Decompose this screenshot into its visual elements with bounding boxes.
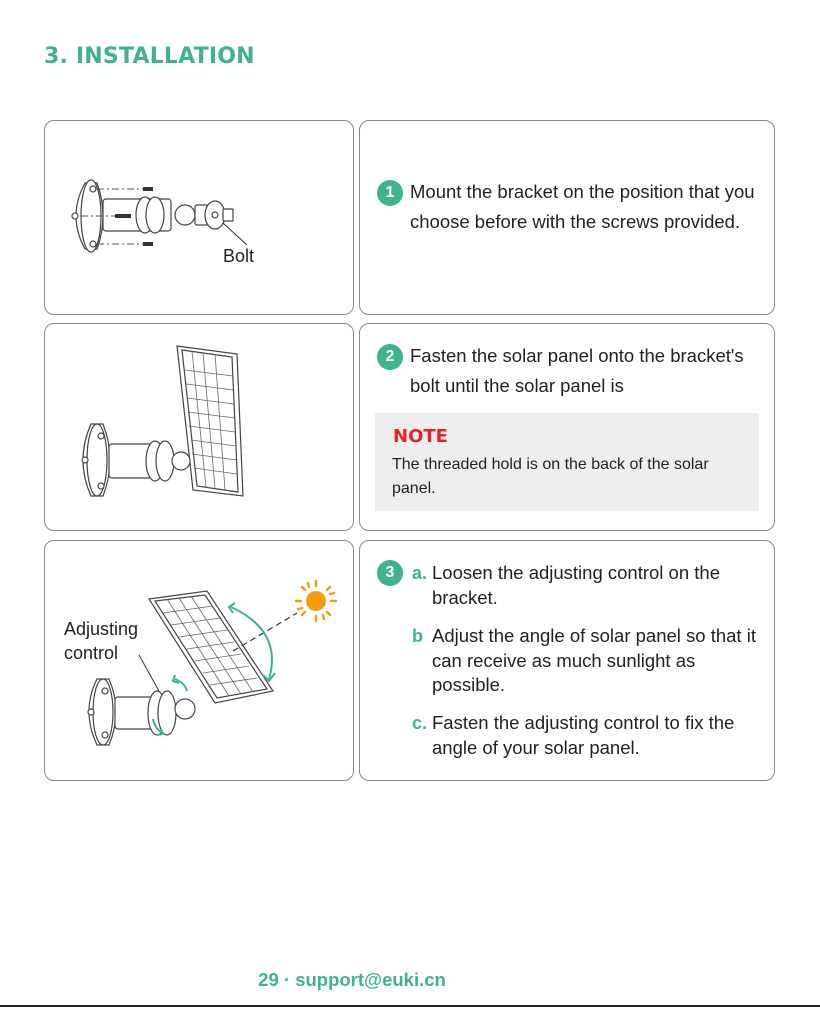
- step-1-text-panel: [359, 120, 775, 315]
- item-b-text: Adjust the angle of solar panel so that it can receive as much sunlight as possible.: [432, 625, 756, 695]
- page-footer: [0, 969, 704, 991]
- item-a-letter: a.: [412, 563, 428, 583]
- step-1-illustration-panel: [44, 120, 354, 315]
- page-heading: 3. INSTALLATION: [44, 44, 255, 69]
- item-b-letter: b: [412, 626, 423, 646]
- bolt-label: Bolt: [223, 246, 255, 266]
- item-a-text: Loosen the adjusting control on the bracket.: [432, 562, 720, 608]
- step-3-illustration-panel: [44, 540, 354, 781]
- step-2-text-panel: [359, 323, 775, 531]
- sun-icon: [294, 579, 338, 623]
- step-2-badge: 2: [377, 344, 403, 370]
- note-title: NOTE: [393, 426, 448, 447]
- step-2-illustration-panel: [44, 323, 354, 531]
- page-number: 29: [258, 969, 279, 990]
- step-3-text-panel: [359, 540, 775, 781]
- item-c-letter: c.: [412, 713, 428, 733]
- bottom-divider: [0, 1005, 820, 1007]
- footer-separator: ·: [283, 969, 291, 990]
- solar-panel-bracket-illustration: [45, 324, 355, 532]
- step-2-text: Fasten the solar panel onto the bracket's bolt until the solar panel is: [410, 345, 744, 396]
- step-3-badge: 3: [377, 560, 403, 586]
- adjusting-control-label: Adjusting control: [64, 619, 139, 663]
- step-1-badge: 1: [377, 180, 403, 206]
- step-1-text: Mount the bracket on the position that you choose before with the screws provided.: [410, 181, 755, 232]
- support-email-link[interactable]: support@euki.cn: [295, 969, 446, 990]
- note-box: [375, 413, 759, 511]
- bracket-bolt-illustration: [45, 121, 355, 316]
- item-c-text: Fasten the adjusting control to fix the angle of your solar panel.: [432, 712, 735, 758]
- note-body: The threaded hold is on the back of the solar panel.: [392, 456, 709, 497]
